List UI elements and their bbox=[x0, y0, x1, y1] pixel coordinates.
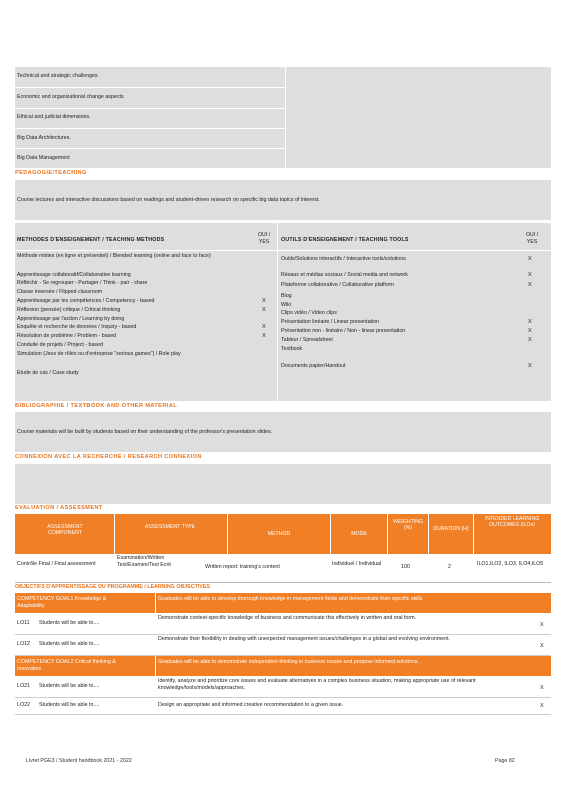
method-item: Enquête et recherche de données / Inquiry - based bbox=[17, 324, 137, 330]
bibliographie-block bbox=[15, 412, 551, 452]
footer-left: Livret PGE3 / Student handbook 2021 - 2022 bbox=[26, 758, 132, 764]
topic-item: Economic and organizational change aspects bbox=[17, 94, 124, 100]
evaluation-header-row bbox=[15, 514, 551, 554]
tool-item: Wiki bbox=[281, 302, 292, 308]
lo-row bbox=[15, 614, 551, 635]
bibliographie-text: Course materials will be built by students based on their understanding of the professor's presentation slides. bbox=[17, 429, 273, 435]
bibliographie-header: BIBLIOGRAPHIE / TEXTBOOK AND OTHER MATERIAL bbox=[15, 403, 178, 409]
eval-col-component: ASSESSMENT COMPONENT bbox=[47, 524, 83, 536]
pedagogie-block bbox=[15, 180, 551, 220]
method-item: Réfléchir - Se regrouper - Partager / Think - pair - share bbox=[17, 280, 148, 286]
lo-row bbox=[15, 698, 551, 715]
tool-item: Résaux et médias sociaux / Social media and network bbox=[281, 272, 408, 278]
lo-text: Design an appropriate and informed creative recommendation to a given issue. bbox=[158, 702, 344, 708]
eval-component: Contrôle Final / Final assessment bbox=[17, 561, 96, 567]
lo-id: LO11 bbox=[17, 620, 30, 626]
method-item: Apprentissage par l'action / Learning by doing bbox=[17, 316, 125, 322]
lo-id: LO22 bbox=[17, 702, 30, 708]
evaluation-header: EVALUATION / ASSESSMENT bbox=[15, 505, 103, 511]
lo-id: LO12 bbox=[17, 641, 30, 647]
goal-label: COMPETENCY GOAL1 Knowledge & Adaptability bbox=[17, 596, 107, 609]
eval-col-weighting: WEIGHTING (%) bbox=[393, 519, 423, 531]
method-item: Classe inversée / Flipped classroom bbox=[17, 289, 103, 295]
tool-mark: X bbox=[528, 282, 532, 288]
eval-col-type: ASSESSMENT TYPE bbox=[144, 524, 196, 530]
lo-id: LO21 bbox=[17, 683, 30, 689]
tool-item: Présentation linéaire / Linear presentation bbox=[281, 319, 380, 325]
tool-item: Documents papier/Handout bbox=[281, 363, 346, 369]
connexion-block bbox=[15, 464, 551, 504]
lo-text: Demonstrate context-specific knowledge of business and communicate this effectively in written and oral form. bbox=[158, 615, 417, 621]
method-item: Apprentissage collaboratif/Collaborative learning bbox=[17, 272, 131, 278]
tool-item: Plateforme collaborative / Collaborative platform bbox=[281, 282, 394, 288]
goal-label: COMPETENCY GOAL2 Critical thinking & Innovation bbox=[17, 659, 116, 672]
method-mark: X bbox=[262, 298, 266, 304]
topic-item: Ethical and judicial dimensions. bbox=[17, 114, 91, 120]
tool-mark: X bbox=[528, 328, 532, 334]
pedagogie-header: PEDAGOGIE/TEACHING bbox=[15, 170, 87, 176]
eval-col-ilos: INTENDED LEARNING OUTCOMES (ILOs) bbox=[484, 516, 540, 528]
eval-col-method: METHOD bbox=[267, 531, 291, 537]
lo-row bbox=[15, 635, 551, 656]
tool-item: Outils/Solutions interactifs / Interactive tools/solutions bbox=[281, 256, 406, 262]
connexion-header: CONNEXION AVEC LA RECHERCHE / RESEARCH CONNEXION bbox=[15, 454, 202, 460]
method-mark: X bbox=[262, 333, 266, 339]
methods-right-oui: OUI / YES bbox=[525, 232, 539, 245]
methods-left-header: METHODES D'ENSEIGNEMENT / TEACHING METHODS bbox=[17, 237, 165, 243]
lo-mark: X bbox=[540, 643, 544, 649]
objectifs-header: OBJECTIFS D'APPRENTISSAGE DU PROGRAMME / LEARNING OBJECTIVES bbox=[15, 584, 210, 590]
footer-page-number: Page 82 bbox=[495, 758, 515, 764]
topics-block bbox=[15, 67, 551, 168]
pedagogie-text: Course lectures and interactive discussions based on readings and student-driven research on specific big data topics of interest. bbox=[17, 197, 320, 203]
competency-goal-1 bbox=[15, 593, 551, 613]
tool-mark: X bbox=[528, 363, 532, 369]
method-mark: X bbox=[262, 324, 266, 330]
lo-row bbox=[15, 677, 551, 698]
method-item: Apprentissage par les compétences / Competency - based bbox=[17, 298, 155, 304]
topic-item: Technical and strategic challenges bbox=[17, 73, 98, 79]
eval-col-duration: DURATION (H) bbox=[433, 526, 469, 532]
method-item: Méthode mixtes (en ligne et présentiel) / Blended learning (online and face to face) bbox=[17, 253, 211, 259]
tool-item: Clips vidéo / Video clips bbox=[281, 310, 337, 316]
eval-weighting: 100 bbox=[401, 564, 410, 570]
methods-block bbox=[15, 223, 551, 401]
tool-mark: X bbox=[528, 337, 532, 343]
lo-text: Identify, analyze and prioritize core issues and evaluate alternatives in a complex business situation, making appropriate use of relevant knowledge/tools/models/approaches. bbox=[158, 678, 476, 691]
eval-duration: 2 bbox=[448, 564, 451, 570]
methods-left-oui: OUI / YES bbox=[257, 232, 271, 245]
evaluation-row bbox=[15, 554, 551, 583]
eval-ilos: ILO1,ILO2, ILO3, ILO4,ILO5 bbox=[477, 561, 544, 567]
method-item: Etude de cas / Case study bbox=[17, 370, 79, 376]
tool-item: Tableur / Spreadsheet bbox=[281, 337, 333, 343]
goal-text: Graduates will be able to develop thorough knowledge in management fields and demonstrate their specific skills bbox=[158, 596, 423, 602]
tool-mark: X bbox=[528, 272, 532, 278]
method-item: Conduite de projets / Project - based bbox=[17, 342, 103, 348]
lo-text: Demonstrate their flexibility in dealing with unexpected management issues/challenges in a global and evolving environment. bbox=[158, 636, 451, 642]
eval-type: Examination/Written Test/Examen/Test Ecrit bbox=[117, 555, 171, 568]
tool-item: Blog bbox=[281, 293, 292, 299]
tool-mark: X bbox=[528, 319, 532, 325]
tool-mark: X bbox=[528, 256, 532, 262]
lo-label: Students will be able to.... bbox=[39, 641, 100, 647]
eval-col-mode: MODE bbox=[351, 531, 367, 537]
topic-item: Big Data Management bbox=[17, 155, 70, 161]
eval-mode: Individuel / Individual bbox=[332, 561, 382, 567]
method-item: Réflexion (pensée) critique / Critical thinking bbox=[17, 307, 121, 313]
topic-item: Big Data Architectures. bbox=[17, 135, 71, 141]
method-item: Simulation (Jeux de rôles ou d'entreprise "serious games") / Role play bbox=[17, 351, 181, 357]
tool-item: Présentation non - linéaire / Non - linear presentation bbox=[281, 328, 406, 334]
goal-text: Graduates will be able to demonstrate independent thinking in business issues and propose informed solutions. bbox=[158, 659, 419, 665]
methods-right-header: OUTILS D'ENSEIGNEMENT / TEACHING TOOLS bbox=[281, 237, 409, 243]
competency-goal-2 bbox=[15, 656, 551, 676]
lo-mark: X bbox=[540, 703, 544, 709]
method-item: Résolution de problème / Problem - based bbox=[17, 333, 117, 339]
method-mark: X bbox=[262, 307, 266, 313]
lo-mark: X bbox=[540, 622, 544, 628]
tool-item: Textbook bbox=[281, 346, 303, 352]
lo-mark: X bbox=[540, 685, 544, 691]
lo-label: Students will be able to.... bbox=[39, 620, 100, 626]
lo-label: Students will be able to.... bbox=[39, 702, 100, 708]
eval-method: Written report: training's content bbox=[205, 564, 280, 570]
lo-label: Students will be able to.... bbox=[39, 683, 100, 689]
